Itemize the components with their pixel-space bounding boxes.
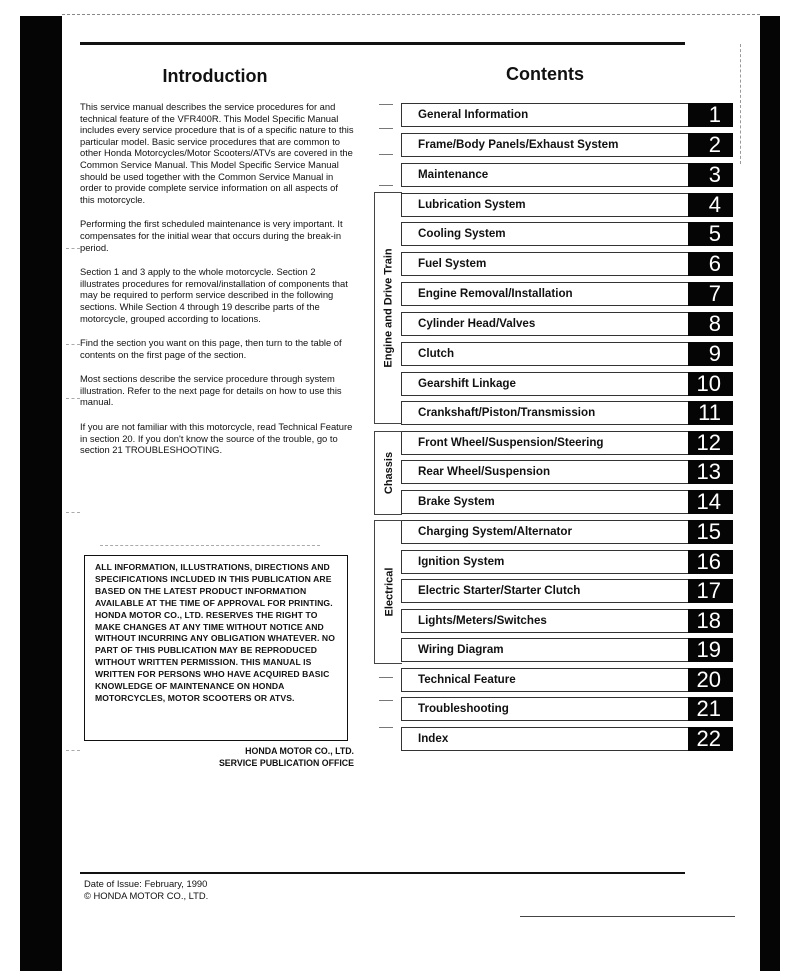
- page-margin-right: [780, 0, 800, 971]
- section-number-tab: 8: [688, 312, 733, 336]
- intro-paragraph: If you are not familiar with this motorcycle, read Technical Feature in section 20. If you don't know the source of the trouble, go to section 21 TROUBLESHOOTING.: [80, 421, 353, 456]
- section-number-tab: 5: [688, 222, 733, 246]
- intro-paragraph: Find the section you want on this page, then turn to the table of contents on the first page of the section.: [80, 337, 342, 360]
- scan-artifact: [66, 512, 80, 513]
- contents-row: [401, 133, 733, 157]
- intro-paragraph: Section 1 and 3 apply to the whole motorcycle. Section 2 illustrates procedures for removal/installation of components that may be required to perform service described in the following sections. While Section 4 through 19 describe parts of the motorcycle, grouped according to locations.: [80, 266, 348, 324]
- section-number-tab: 3: [688, 163, 733, 187]
- introduction-heading: Introduction: [162, 66, 268, 86]
- section-title: Index: [401, 727, 689, 751]
- scan-border-right: [760, 16, 780, 971]
- contents-row: [401, 431, 733, 455]
- section-title: Cooling System: [401, 222, 689, 246]
- section-number-tab: 7: [688, 282, 733, 306]
- group-bracket-chassis: [374, 431, 402, 515]
- margin-tick: [379, 154, 393, 155]
- footer-rule: [80, 872, 685, 874]
- margin-tick: [379, 128, 393, 129]
- page-margin-left: [0, 0, 20, 971]
- section-number-tab: 19: [688, 638, 733, 662]
- contents-row: [401, 520, 733, 544]
- publisher-block: [150, 746, 354, 770]
- contents-row: [401, 312, 733, 336]
- contents-row: [401, 103, 733, 127]
- section-title: General Information: [401, 103, 689, 127]
- contents-row: [401, 222, 733, 246]
- scan-artifact: [66, 344, 80, 345]
- section-title: Charging System/Alternator: [401, 520, 689, 544]
- section-number-tab: 22: [688, 727, 733, 751]
- margin-tick: [379, 677, 393, 678]
- section-number-tab: 1: [688, 103, 733, 127]
- section-title: Frame/Body Panels/Exhaust System: [401, 133, 689, 157]
- publisher-office: SERVICE PUBLICATION OFFICE: [218, 757, 354, 768]
- contents-row: [401, 163, 733, 187]
- section-number-tab: 15: [688, 520, 733, 544]
- margin-tick: [379, 700, 393, 701]
- section-number-tab: 2: [688, 133, 733, 157]
- section-title: Lubrication System: [401, 193, 689, 217]
- issue-info: [84, 878, 208, 901]
- group-label-electrical: Electrical: [383, 567, 396, 617]
- contents-row: [401, 727, 733, 751]
- section-title: Troubleshooting: [401, 697, 689, 721]
- section-title: Brake System: [401, 490, 689, 514]
- intro-paragraph: Performing the first scheduled maintenance is very important. It compensates for the initial wear that occurs during the break-in period.: [80, 218, 343, 253]
- issue-date: Date of Issue: February, 1990: [84, 878, 208, 889]
- margin-tick: [379, 185, 393, 186]
- group-label-chassis: Chassis: [383, 451, 396, 495]
- section-number-tab: 21: [688, 697, 733, 721]
- section-number-tab: 17: [688, 579, 733, 603]
- scan-artifact-right: [740, 44, 741, 164]
- scan-artifact-top: [62, 14, 760, 15]
- contents-row: [401, 193, 733, 217]
- contents-row: [401, 668, 733, 692]
- section-number-tab: 6: [688, 252, 733, 276]
- scan-artifact: [520, 916, 735, 917]
- section-number-tab: 9: [688, 342, 733, 366]
- header-rule: [80, 42, 685, 45]
- section-title: Gearshift Linkage: [401, 372, 689, 396]
- contents-row: [401, 252, 733, 276]
- contents-row: [401, 579, 733, 603]
- contents-row: [401, 697, 733, 721]
- margin-tick: [379, 104, 393, 105]
- section-number-tab: 16: [688, 550, 733, 574]
- contents-row: [401, 401, 733, 425]
- contents-row: [401, 342, 733, 366]
- section-title: Clutch: [401, 342, 689, 366]
- section-number-tab: 20: [688, 668, 733, 692]
- section-title: Wiring Diagram: [401, 638, 689, 662]
- contents-row: [401, 638, 733, 662]
- intro-paragraph: Most sections describe the service procedure through system illustration. Refer to the next page for details on how to use this manual.: [80, 373, 342, 408]
- contents-row: [401, 282, 733, 306]
- contents-row: [401, 490, 733, 514]
- section-number-tab: 13: [688, 460, 733, 484]
- section-number-tab: 12: [688, 431, 733, 455]
- section-title: Maintenance: [401, 163, 689, 187]
- group-bracket-electrical: [374, 520, 402, 664]
- scan-artifact: [100, 545, 320, 546]
- section-title: Technical Feature: [401, 668, 689, 692]
- section-title: Lights/Meters/Switches: [401, 609, 689, 633]
- contents-row: [401, 460, 733, 484]
- publisher-name: HONDA MOTOR CO., LTD.: [245, 746, 354, 756]
- group-label-engine: Engine and Drive Train: [383, 248, 396, 368]
- section-title: Engine Removal/Installation: [401, 282, 689, 306]
- section-number-tab: 4: [688, 193, 733, 217]
- section-number-tab: 11: [688, 401, 733, 425]
- contents-row: [401, 372, 733, 396]
- contents-row: [401, 550, 733, 574]
- section-title: Front Wheel/Suspension/Steering: [401, 431, 689, 455]
- section-title: Ignition System: [401, 550, 689, 574]
- intro-paragraph: This service manual describes the service procedures for and technical feature of the VFR400R. This Model Specific Manual includes every service procedure that is of a specific nature to this particular model. Basic service procedures that are common to other Honda Motorcycles/Motor Scooters/ATVs are covered in the Common Service Manual. This Model Specific Service Manual should be used together with the Common Service Manual in order to provide complete service information on all aspects of this motorcycle.: [80, 101, 354, 205]
- section-number-tab: 18: [688, 609, 733, 633]
- section-title: Rear Wheel/Suspension: [401, 460, 689, 484]
- scan-artifact: [66, 750, 80, 751]
- group-bracket-engine: [374, 192, 402, 424]
- copyright-notice: © HONDA MOTOR CO., LTD.: [84, 889, 209, 901]
- margin-tick: [379, 727, 393, 728]
- section-number-tab: 10: [688, 372, 733, 396]
- section-number-tab: 14: [688, 490, 733, 514]
- contents-row: [401, 609, 733, 633]
- section-title: Cylinder Head/Valves: [401, 312, 689, 336]
- disclaimer-box: ALL INFORMATION, ILLUSTRATIONS, DIRECTIONS AND SPECIFICATIONS INCLUDED IN THIS PUBLICATION ARE BASED ON THE LATEST PRODUCT INFORMATION AVAILABLE AT THE TIME OF APPROVAL FOR PRINTING. HONDA MOTOR CO., LTD. RESERVES THE RIGHT TO MAKE CHANGES AT ANY TIME WITHOUT NOTICE AND WITHOUT INCURRING ANY OBLIGATION WHATEVER. NO PART OF THIS PUBLICATION MAY BE REPRODUCED WITHOUT WRITTEN PERMISSION. THIS MANUAL IS WRITTEN FOR PERSONS WHO HAVE ACQUIRED BASIC KNOWLEDGE OF MAINTENANCE ON HONDA MOTORCYCLES, MOTOR SCOOTERS OR ATVS.: [84, 555, 348, 741]
- section-title: Crankshaft/Piston/Transmission: [401, 401, 689, 425]
- section-title: Electric Starter/Starter Clutch: [401, 579, 689, 603]
- contents-heading: Contents: [506, 64, 584, 84]
- section-title: Fuel System: [401, 252, 689, 276]
- scan-artifact: [66, 398, 80, 399]
- scan-border-left: [20, 16, 62, 971]
- scan-artifact: [66, 248, 80, 249]
- introduction-body: [80, 101, 354, 469]
